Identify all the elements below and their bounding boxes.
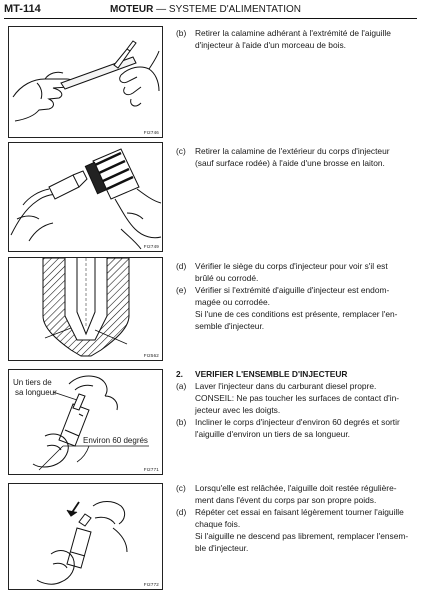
figure-brass-brush (8, 142, 163, 252)
item-marker: (c) (176, 146, 186, 156)
text-line: semble d'injecteur. (195, 321, 265, 331)
item-marker: (d) (176, 507, 187, 517)
text-line: Incliner le corps d'injecteur d'environ 60 degrés et sortir (195, 417, 400, 427)
step-b-remove-carbon-needle (176, 27, 416, 51)
text-line: Vérifier si l'extrémité d'aiguille d'injecteur est endom- (195, 285, 390, 295)
header-rule (4, 18, 417, 19)
injector-seat-cross-section-illustration (9, 258, 162, 360)
figure-needle-slide (8, 483, 163, 590)
figure-code: FI2749 (143, 244, 159, 249)
label-one-third: Un tiers de (13, 378, 52, 387)
section-name: MOTEUR (110, 4, 154, 15)
text-line: jecteur avec les doigts. (195, 405, 281, 415)
step-c-remove-carbon-body (176, 145, 416, 169)
text-line: chaque fois. (195, 519, 241, 529)
label-length: sa longueur (15, 388, 57, 397)
heading-number: 2. (176, 369, 183, 379)
list-item (176, 482, 416, 506)
text-line: ment dans l'évent du corps par son propre poids. (195, 495, 377, 505)
text-line: Si l'aiguille ne descend pas librement, remplacer l'ensem- (195, 531, 409, 541)
text-line: ble d'injecteur. (195, 543, 249, 553)
figure-code: FI2746 (143, 130, 159, 135)
page-header (0, 0, 423, 20)
figure-needle-pull (8, 369, 163, 475)
title-dash: — (156, 4, 167, 15)
text-line: l'aiguille d'environ un tiers de sa longueur. (195, 429, 350, 439)
item-marker: (b) (176, 28, 187, 38)
item-marker: (a) (176, 381, 187, 391)
item-marker: (d) (176, 261, 187, 271)
page-title (110, 4, 301, 15)
heading-text: VERIFIER L'ENSEMBLE D'INJECTEUR (195, 369, 348, 379)
list-item (176, 260, 416, 284)
item-marker: (b) (176, 417, 187, 427)
figure-code: FI2771 (143, 467, 159, 472)
page-number: MT-114 (4, 3, 41, 15)
item-marker: (c) (176, 483, 186, 493)
list-item (176, 284, 416, 332)
text-line: CONSEIL: Ne pas toucher les surfaces de contact d'in- (195, 393, 400, 403)
step-d-e-inspect (176, 260, 416, 332)
subsection-name: SYSTEME D'ALIMENTATION (168, 4, 302, 15)
list-item (176, 145, 416, 169)
list-item (176, 27, 416, 51)
figure-scrape-needle (8, 26, 163, 138)
figure-injector-seat (8, 257, 163, 361)
needle-slide-check-illustration (9, 484, 162, 589)
text-line: Laver l'injecteur dans du carburant diesel propre. (195, 381, 377, 391)
text-line: Vérifier le siège du corps d'injecteur pour voir s'il est (195, 261, 388, 271)
item-marker: (e) (176, 285, 187, 295)
figure-code: FI2772 (143, 582, 159, 587)
text-line: d'injecteur à l'aide d'un morceau de bois. (195, 40, 346, 50)
text-line: (sauf surface rodée) à l'aide d'une brosse en laiton. (195, 158, 385, 168)
section-heading (176, 368, 416, 380)
nozzle-brass-brush-illustration (9, 143, 162, 251)
text-line: Si l'une de ces conditions est présente, remplacer l'en- (195, 309, 398, 319)
text-line: Retirer la calamine de l'extérieur du corps d'injecteur (195, 146, 390, 156)
label-angle: Environ 60 degrés (83, 436, 148, 445)
text-line: magée ou corrodée. (195, 297, 270, 307)
text-line: Répéter cet essai en faisant légèrement tourner l'aiguille (195, 507, 404, 517)
text-line: Retirer la calamine adhérant à l'extrémité de l'aiguille (195, 28, 391, 38)
step-2-check-injector (176, 368, 416, 440)
text-line: brûlé ou corrodé. (195, 273, 259, 283)
figure-code: FI2562 (143, 353, 159, 358)
list-item (176, 506, 416, 554)
list-item (176, 380, 416, 416)
list-item (176, 416, 416, 440)
step-c-d-slide-test (176, 482, 416, 554)
text-line: Lorsqu'elle est relâchée, l'aiguille doit restée régulière- (195, 483, 397, 493)
nozzle-scraping-wood-illustration (9, 27, 162, 137)
